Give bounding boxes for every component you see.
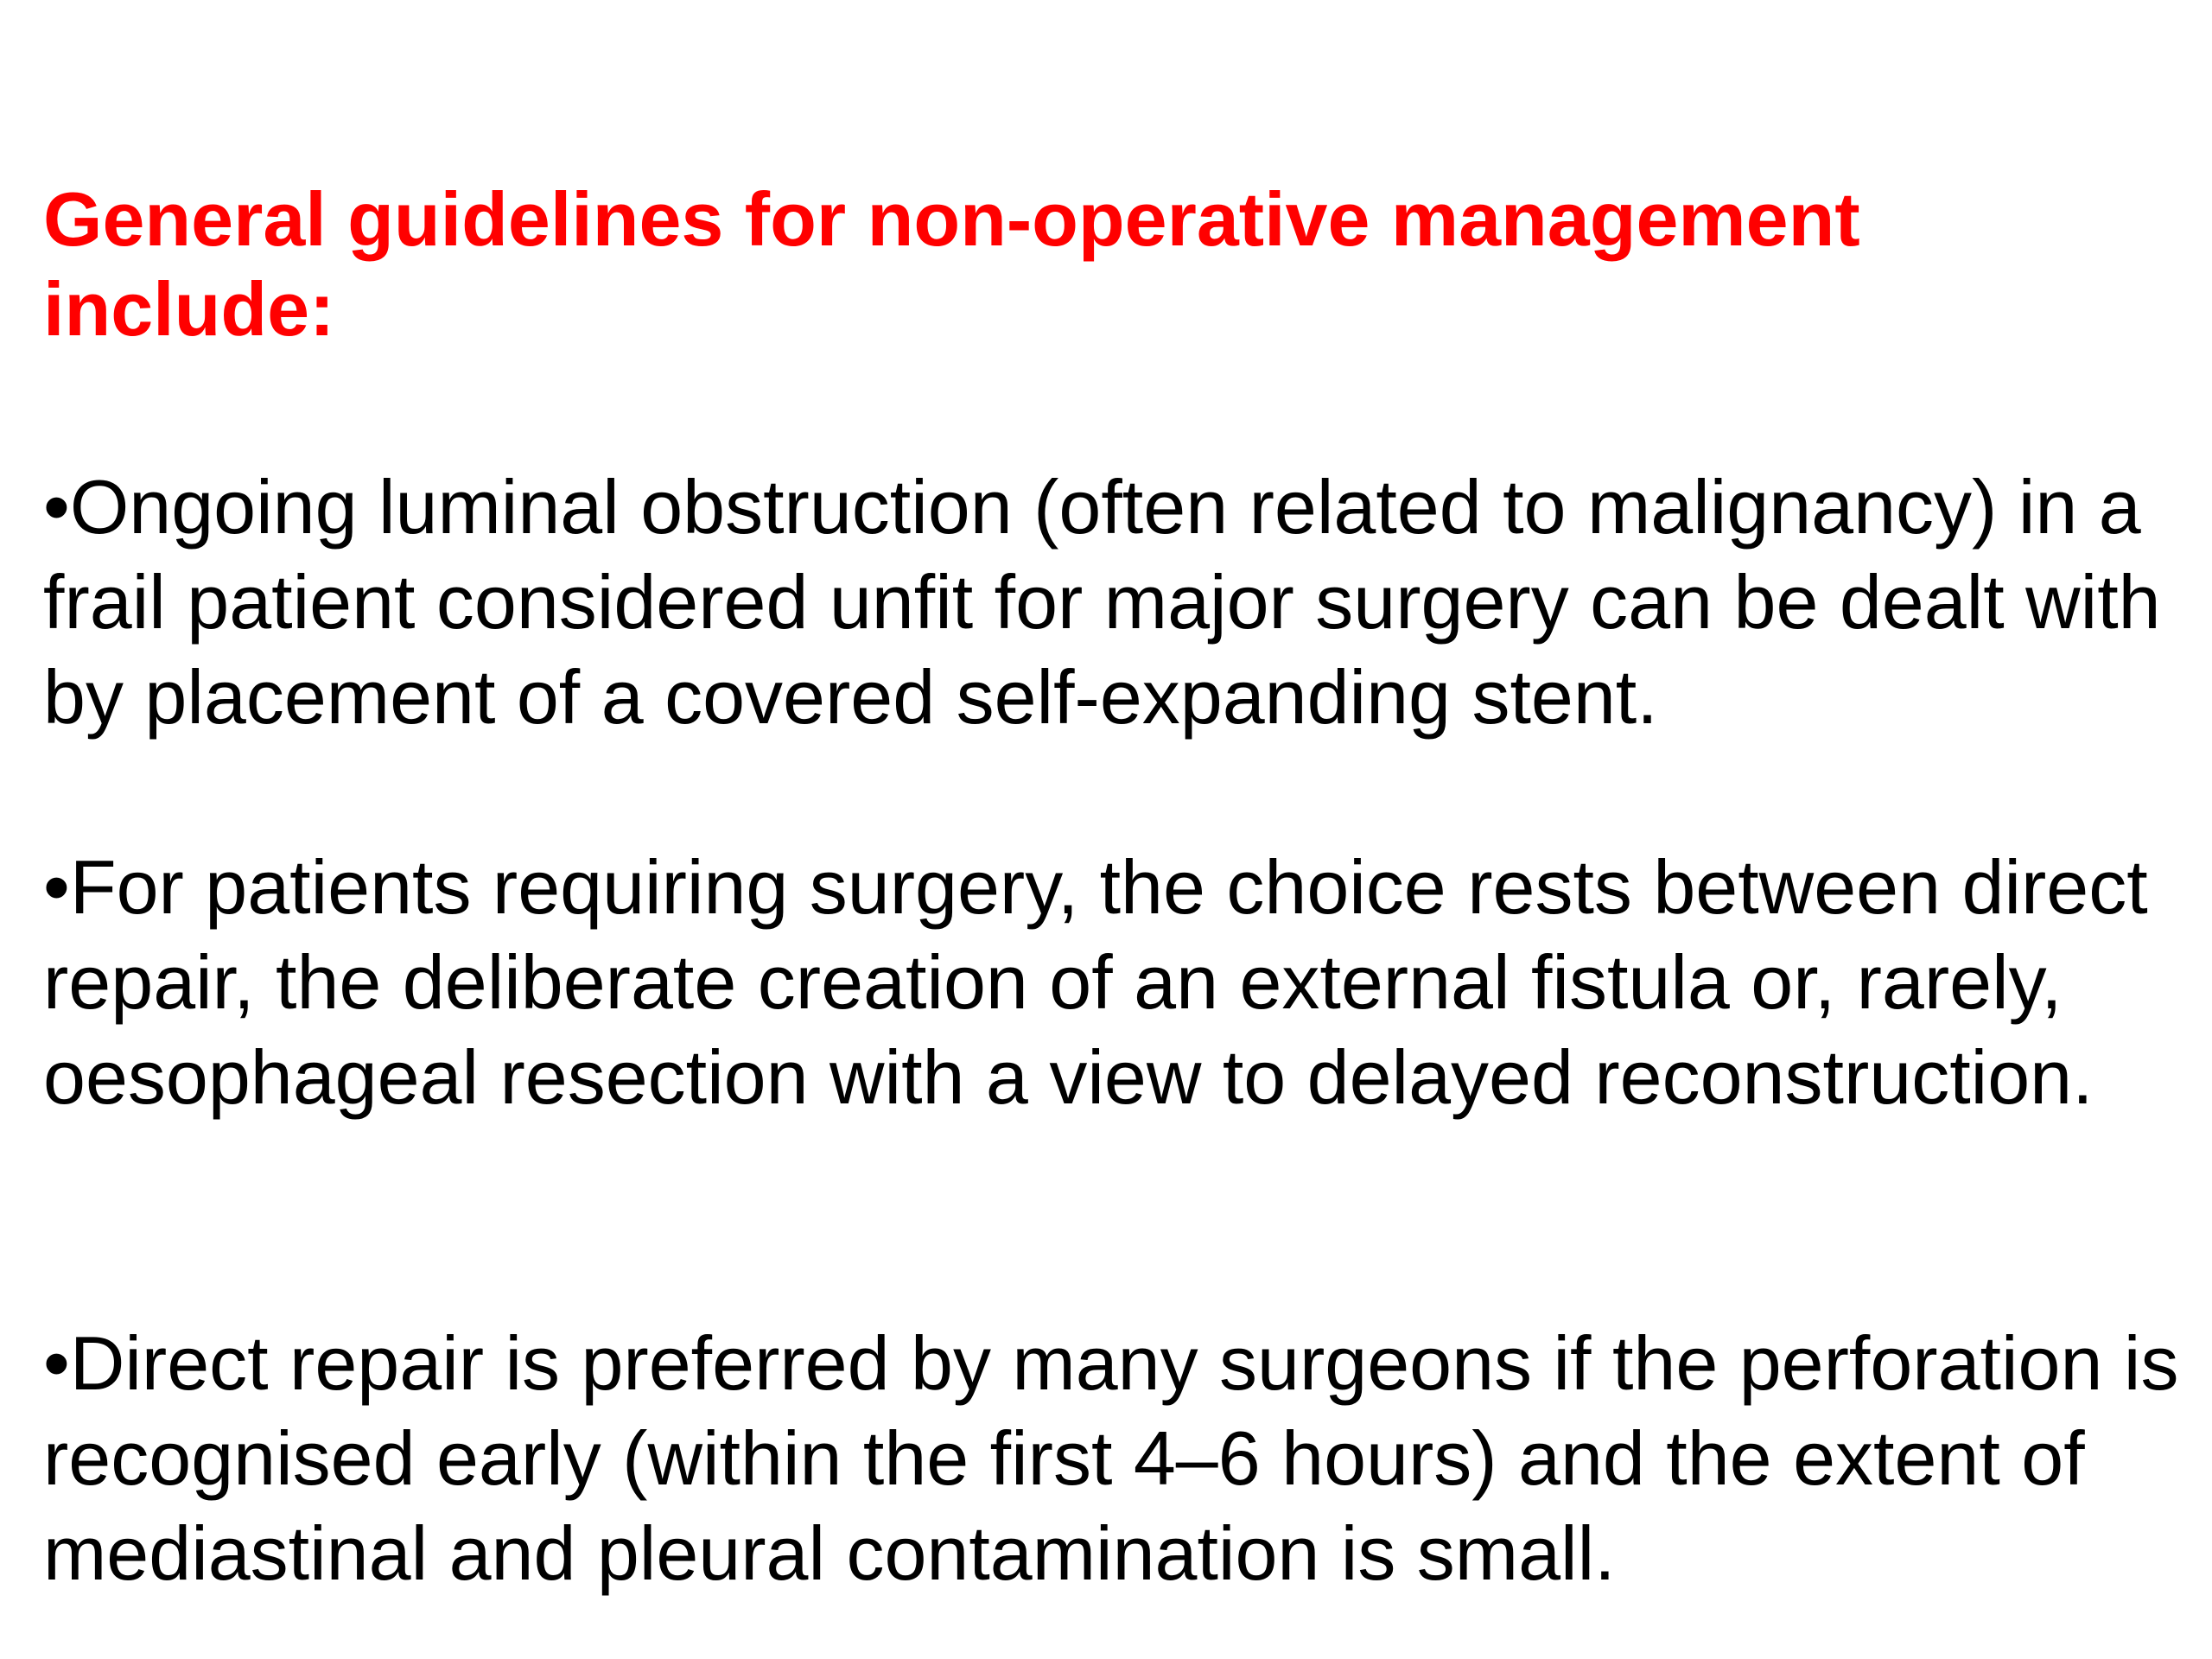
bullet-item [43, 840, 2186, 1125]
bullet-item [43, 1316, 2186, 1601]
bullet-text: Ongoing luminal obstruction (often related to malignancy) in a frail patient considered unfit for major surgery can be dealt with by placement of a covered self-expanding stent. [43, 464, 2161, 740]
bullet-text: Direct repair is preferred by many surgeons if the perforation is recognised early (within the first 4–6 hours) and the extent of mediastinal and pleural contamination is small. [43, 1320, 2179, 1596]
bullet-item [43, 460, 2186, 745]
bullet-marker: • [43, 464, 70, 550]
bullet-text: For patients requiring surgery, the choice rests between direct repair, the deliberate creation of an external fistula or, rarely, oesophageal resection with a view to delayed reconstruction. [43, 844, 2148, 1120]
bullet-marker: • [43, 844, 70, 930]
bullet-marker: • [43, 1320, 70, 1406]
slide-heading: General guidelines for non-operative management include: [43, 176, 1860, 352]
